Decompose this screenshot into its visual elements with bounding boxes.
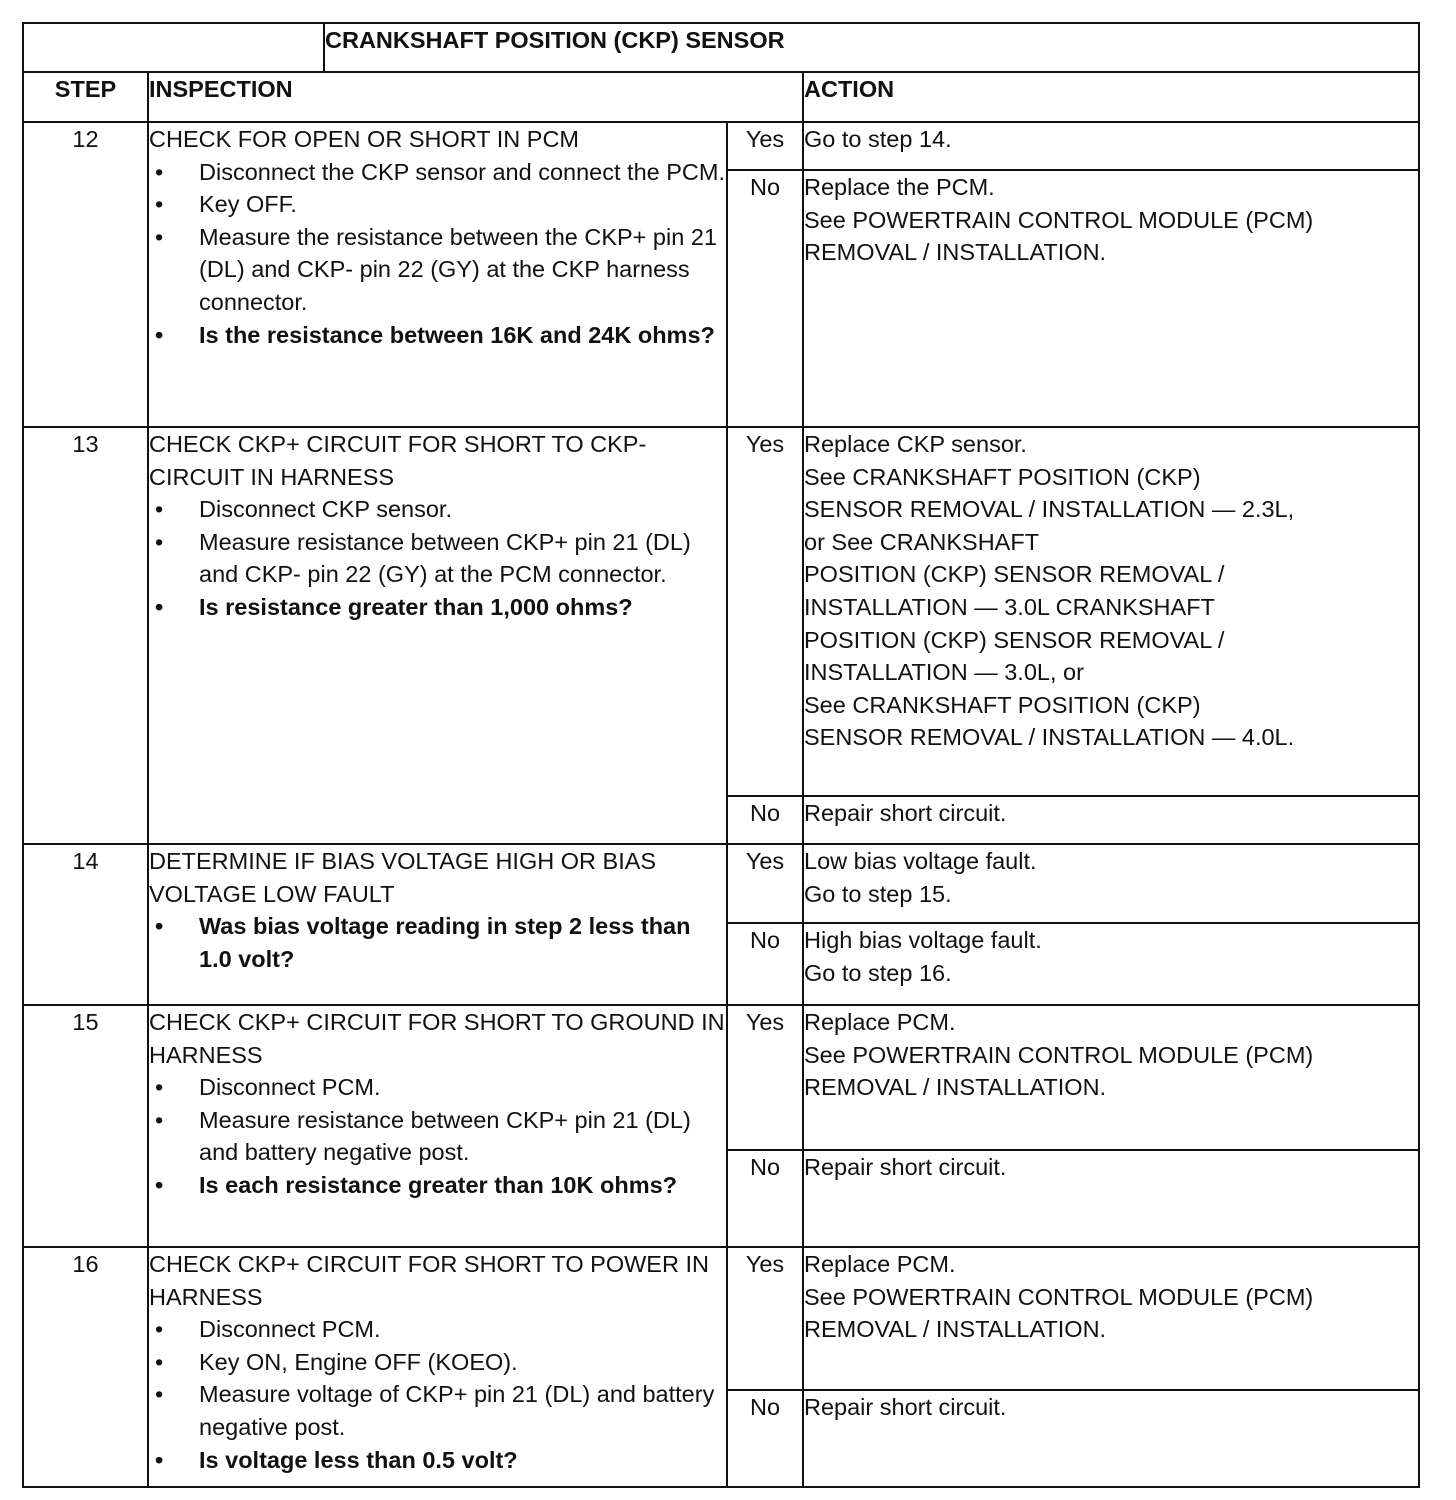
action-line: Repair short circuit. — [804, 800, 1007, 826]
yes-label: Yes — [727, 1005, 803, 1150]
yes-label: Yes — [727, 427, 803, 796]
inspection-heading: CHECK CKP+ CIRCUIT FOR SHORT TO POWER IN HARNESS — [149, 1251, 709, 1310]
inspection-bullet: • Key ON, Engine OFF (KOEO). — [149, 1346, 726, 1379]
action-line: Replace PCM. — [804, 1251, 956, 1277]
action-line: See POWERTRAIN CONTROL MODULE (PCM) REMOVAL / INSTALLATION. — [804, 1041, 1314, 1101]
inspection-bullets — [149, 910, 726, 975]
inspection-bullets — [149, 156, 726, 352]
no-label: No — [727, 796, 803, 844]
action-line: See POWERTRAIN CONTROL MODULE (PCM) REMOVAL / INSTALLATION. — [804, 206, 1314, 266]
step-number: 16 — [23, 1247, 148, 1487]
yes-action — [803, 844, 1419, 923]
action-line: Replace the PCM. — [804, 174, 995, 200]
action-line: Replace PCM. — [804, 1009, 956, 1035]
step-row-yes — [23, 844, 1419, 923]
inspection-bullet: • Key OFF. — [149, 188, 726, 221]
action-line: SENSOR REMOVAL / INSTALLATION — 4.0L. — [804, 724, 1295, 751]
inspection-bullet: • Measure resistance between CKP+ pin 21 (DL) and CKP- pin 22 (GY) at the PCM connector. — [149, 526, 726, 591]
action-line: See CRANKSHAFT POSITION (CKP) — [804, 463, 1201, 490]
inspection-bullets — [149, 1071, 726, 1201]
inspection-cell — [148, 122, 727, 427]
inspection-bullet: • Disconnect CKP sensor. — [149, 493, 726, 526]
action-line: INSTALLATION — 3.0L, or — [804, 659, 1084, 686]
yes-action — [803, 122, 1419, 170]
inspection-heading: DETERMINE IF BIAS VOLTAGE HIGH OR BIAS VOLTAGE LOW FAULT — [149, 848, 657, 907]
action-line: High bias voltage fault. — [804, 927, 1042, 953]
no-label: No — [727, 923, 803, 1005]
yes-action — [803, 427, 1419, 796]
inspection-heading: CHECK CKP+ CIRCUIT FOR SHORT TO GROUND IN HARNESS — [149, 1009, 725, 1068]
inspection-heading: CHECK FOR OPEN OR SHORT IN PCM — [149, 126, 580, 152]
action-line: Go to step 14. — [804, 126, 952, 152]
inspection-cell — [148, 1247, 727, 1487]
no-action — [803, 170, 1419, 427]
action-line: Repair short circuit. — [804, 1394, 1007, 1420]
yes-label: Yes — [727, 844, 803, 923]
inspection-cell — [148, 427, 727, 844]
no-action — [803, 796, 1419, 844]
step-number: 13 — [23, 427, 148, 844]
step-row-yes — [23, 427, 1419, 796]
action-line: Go to step 16. — [804, 959, 952, 986]
action-line: POSITION (CKP) SENSOR REMOVAL / — [804, 561, 1225, 588]
inspection-question: • Is voltage less than 0.5 volt? — [149, 1444, 726, 1477]
inspection-bullets — [149, 493, 726, 623]
step-number: 12 — [23, 122, 148, 427]
title-blank-cell — [23, 23, 324, 72]
inspection-bullet: • Disconnect PCM. — [149, 1313, 726, 1346]
action-line: Replace CKP sensor. — [804, 431, 1027, 457]
inspection-heading: CHECK CKP+ CIRCUIT FOR SHORT TO CKP- CIRCUIT IN HARNESS — [149, 431, 647, 490]
action-line: INSTALLATION — 3.0L CRANKSHAFT — [804, 593, 1215, 620]
inspection-bullets — [149, 1313, 726, 1476]
inspection-bullet: • Measure the resistance between the CKP+ pin 21 (DL) and CKP- pin 22 (GY) at the CKP harness connector. — [149, 221, 726, 319]
no-label: No — [727, 1390, 803, 1487]
inspection-cell — [148, 1005, 727, 1247]
step-row-yes — [23, 1247, 1419, 1390]
no-action — [803, 1390, 1419, 1487]
action-line: POSITION (CKP) SENSOR REMOVAL / — [804, 626, 1225, 653]
inspection-question: • Is each resistance greater than 10K ohms? — [149, 1169, 726, 1202]
no-label: No — [727, 1150, 803, 1247]
step-number: 15 — [23, 1005, 148, 1247]
step-row-yes — [23, 1005, 1419, 1150]
inspection-question: • Is the resistance between 16K and 24K ohms? — [149, 319, 726, 352]
diagnostic-table — [22, 22, 1420, 1488]
header-step: STEP — [23, 72, 148, 122]
action-line: or See CRANKSHAFT — [804, 528, 1040, 555]
no-action — [803, 1150, 1419, 1247]
inspection-cell — [148, 844, 727, 1005]
action-line: Go to step 15. — [804, 880, 952, 907]
inspection-bullet: • Measure resistance between CKP+ pin 21 (DL) and battery negative post. — [149, 1104, 726, 1169]
no-label: No — [727, 170, 803, 427]
inspection-question: • Was bias voltage reading in step 2 less than 1.0 volt? — [149, 910, 726, 975]
yes-label: Yes — [727, 1247, 803, 1390]
header-inspection: INSPECTION — [148, 72, 803, 122]
yes-label: Yes — [727, 122, 803, 170]
yes-action — [803, 1005, 1419, 1150]
no-action — [803, 923, 1419, 1005]
step-row-yes — [23, 122, 1419, 170]
inspection-bullet: • Disconnect PCM. — [149, 1071, 726, 1104]
action-line: See POWERTRAIN CONTROL MODULE (PCM) REMOVAL / INSTALLATION. — [804, 1283, 1314, 1343]
action-line: SENSOR REMOVAL / INSTALLATION — 2.3L, — [804, 496, 1295, 523]
action-line: Repair short circuit. — [804, 1154, 1007, 1180]
yes-action — [803, 1247, 1419, 1390]
action-line: Low bias voltage fault. — [804, 848, 1037, 874]
header-row — [23, 72, 1419, 122]
title-row — [23, 23, 1419, 72]
step-number: 14 — [23, 844, 148, 1005]
action-line: See CRANKSHAFT POSITION (CKP) — [804, 691, 1201, 718]
header-action: ACTION — [803, 72, 1419, 122]
inspection-bullet: • Measure voltage of CKP+ pin 21 (DL) and battery negative post. — [149, 1378, 726, 1443]
inspection-question: • Is resistance greater than 1,000 ohms? — [149, 591, 726, 624]
table-title: CRANKSHAFT POSITION (CKP) SENSOR — [324, 23, 1419, 72]
inspection-bullet: • Disconnect the CKP sensor and connect the PCM. — [149, 156, 726, 189]
